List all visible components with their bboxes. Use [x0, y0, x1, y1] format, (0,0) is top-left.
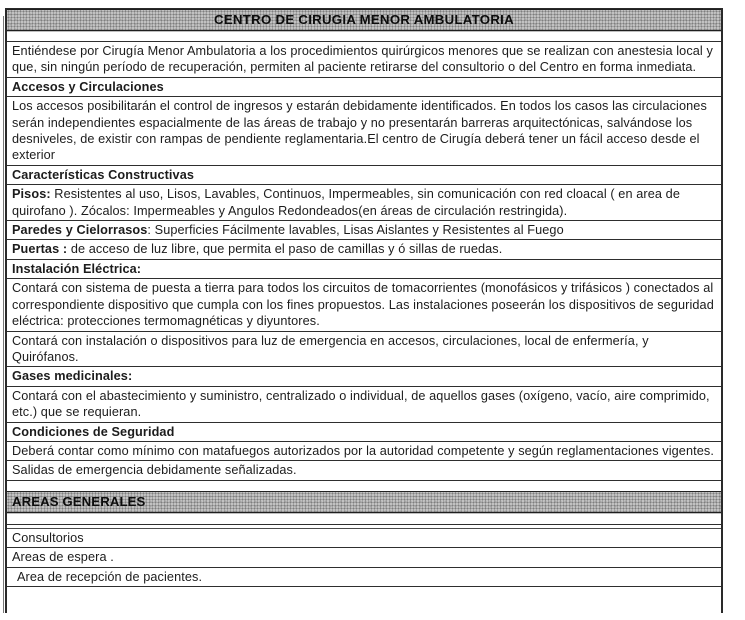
empty-row: [7, 31, 721, 42]
accesos-paragraph: Los accesos posibilitarán el control de ingresos y estarán debidamente identificados. En todos los casos las circulaciones serán independientes espacialmente de las áreas de trabajo y no presentarán barreras arquitectónicas, salvándose los desniveles, de existir con rampas de pendiente reglamentaria.El centro de Cirugía deberá tener un fácil acceso desde el exterior: [7, 97, 721, 166]
pisos-row: [7, 185, 721, 221]
document-table: [5, 8, 723, 613]
area-item-consultorios: Consultorios: [7, 529, 721, 548]
title-banner: [7, 10, 721, 31]
section-heading-gases: Gases medicinales:: [7, 367, 721, 386]
areas-generales-title: AREAS GENERALES: [12, 493, 146, 509]
electrica-paragraph-1: Contará con sistema de puesta a tierra para todos los circuitos de tomacorrientes (monofásicos y trifásicos ) conectados al correspondiente dispositivo que cumpla con los fines propuestos. Las instalaciones poseerán los dispositivos de seguridad eléctrica: protecciones termomagnéticas y diyuntores.: [7, 279, 721, 331]
salidas-row: Salidas de emergencia debidamente señalizadas.: [7, 461, 721, 480]
area-item-recepcion: Area de recepción de pacientes.: [7, 568, 721, 587]
empty-row: [7, 513, 721, 525]
section-heading-seguridad: Condiciones de Seguridad: [7, 423, 721, 442]
paredes-row: [7, 221, 721, 240]
area-item-espera: Areas de espera .: [7, 548, 721, 567]
section-heading-electrica: Instalación Eléctrica:: [7, 260, 721, 279]
electrica-paragraph-2: Contará con instalación o dispositivos para luz de emergencia en accesos, circulaciones, local de enfermería, y Quirófanos.: [7, 332, 721, 368]
empty-row: [7, 481, 721, 492]
puertas-text: de acceso de luz libre, que permita el paso de camillas y ó sillas de ruedas.: [67, 242, 503, 257]
paredes-text: : Superficies Fácilmente lavables, Lisas Aislantes y Resistentes al Fuego: [147, 223, 564, 238]
seguridad-paragraph: Deberá contar como mínimo con matafuegos autorizados por la autoridad competente y según reglamentaciones vigentes.: [7, 442, 721, 461]
section-heading-constructivas: Características Constructivas: [7, 166, 721, 185]
pisos-text: Resistentes al uso, Lisos, Lavables, Continuos, Impermeables, sin comunicación con red cloacal ( en area de quirofano ). Zócalos: Impermeables y Angulos Redondeados(en áreas de circulación restringida).: [12, 187, 680, 218]
areas-generales-banner: [7, 492, 721, 513]
puertas-row: [7, 240, 721, 259]
paredes-label: Paredes y Cielorrasos: [12, 223, 148, 238]
gases-paragraph: Contará con el abastecimiento y suministro, centralizado o individual, de aquellos gases (oxígeno, vacío, aire comprimido, etc.) que se requieran.: [7, 387, 721, 423]
pisos-label: Pisos:: [12, 187, 51, 202]
section-heading-accesos: Accesos y Circulaciones: [7, 78, 721, 97]
cutoff-empty-row: [7, 587, 721, 613]
puertas-label: Puertas :: [12, 242, 68, 257]
document-title: CENTRO DE CIRUGIA MENOR AMBULATORIA: [214, 12, 514, 27]
intro-paragraph: Entiéndese por Cirugía Menor Ambulatoria a los procedimientos quirúrgicos menores que se realizan con anestesia local y que, sin ningún período de recuperación, permiten al paciente retirarse del consultorio o del Centro en forma inmediata.: [7, 42, 721, 78]
